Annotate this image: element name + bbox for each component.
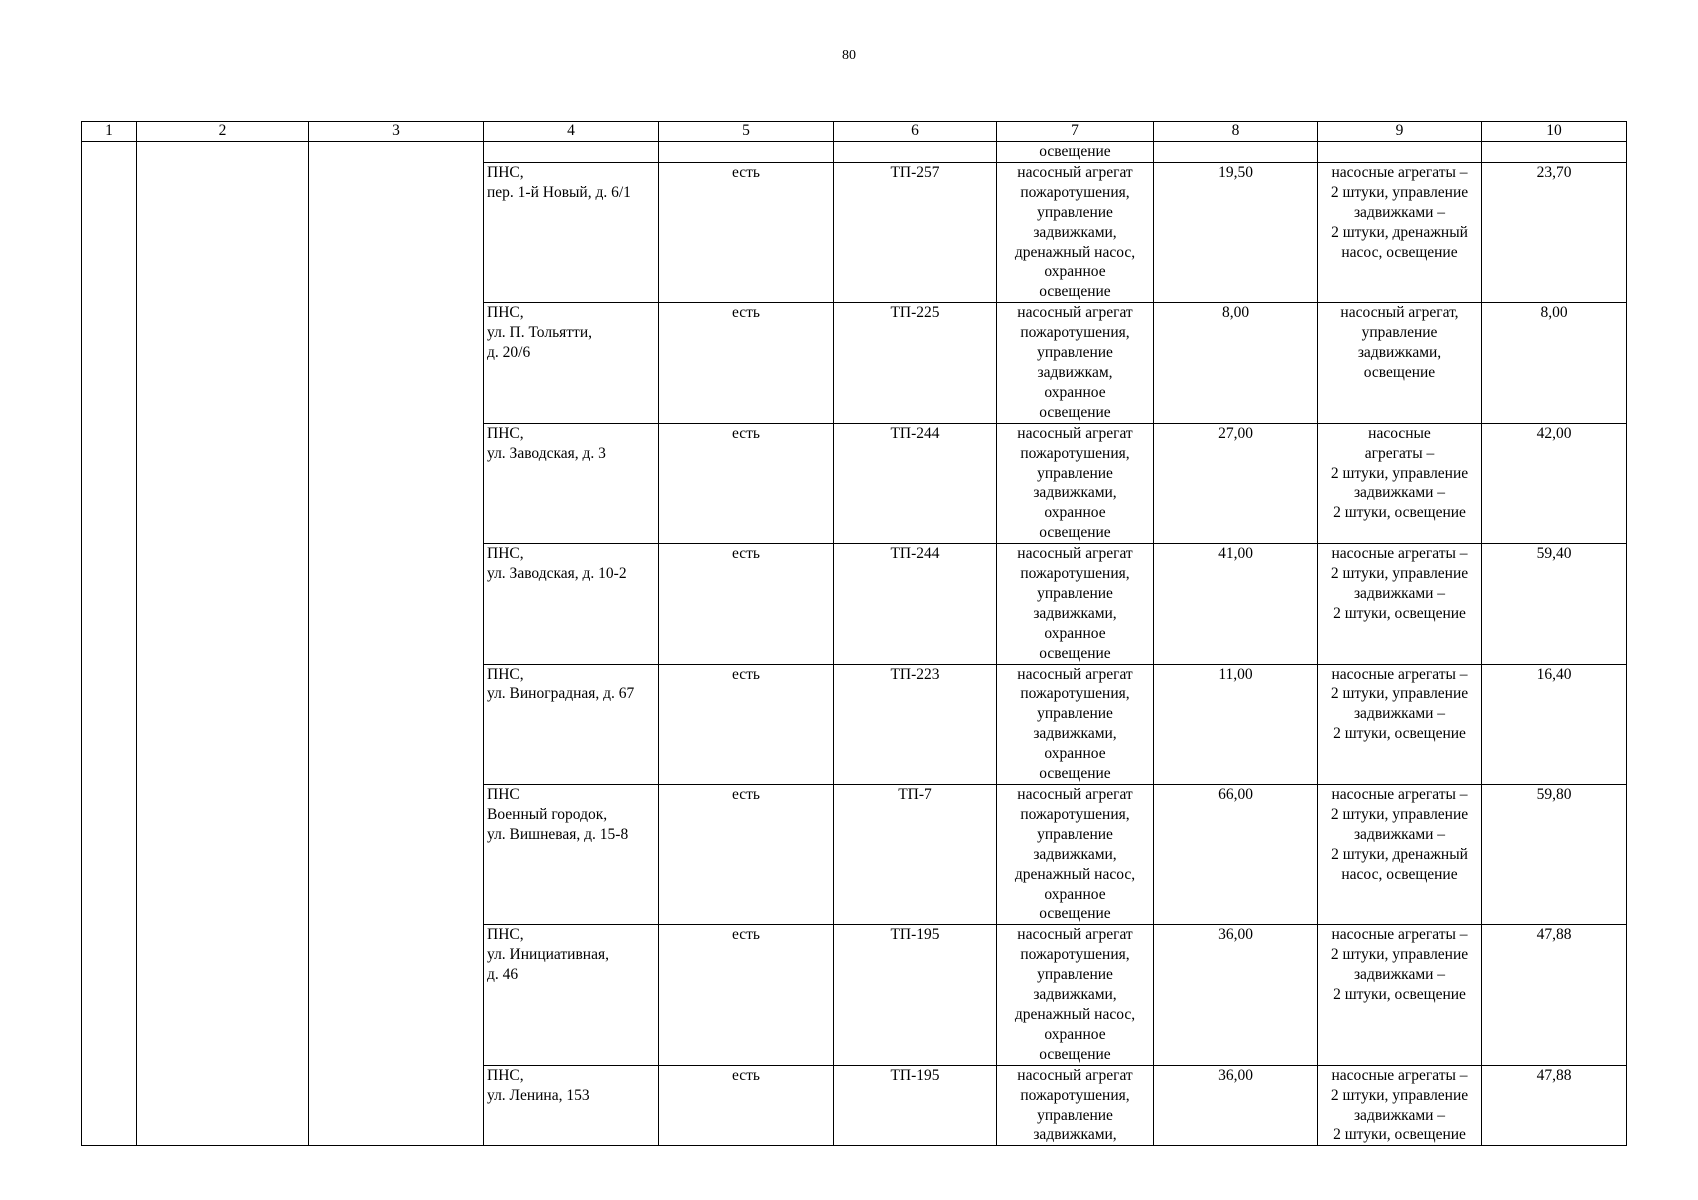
availability-cell: есть [659, 423, 834, 543]
power-cell: 36,00 [1154, 1065, 1318, 1146]
column-header-3: 3 [309, 122, 484, 142]
equipment-after-cell: насосные агрегаты – 2 штуки, управление задвижками – 2 штуки, освещение [1318, 925, 1482, 1065]
equipment-cell: насосный агрегат пожаротушения, управление задвижками, дренажный насос, охранное освещение [997, 785, 1154, 925]
availability-cell: есть [659, 1065, 834, 1146]
availability-cell: есть [659, 785, 834, 925]
equipment-after-cell: насосные агрегаты – 2 штуки, управление задвижками – 2 штуки, освещение [1318, 423, 1482, 543]
power-cell: 66,00 [1154, 785, 1318, 925]
facility-name-cell: ПНС, ул. Инициативная, д. 46 [484, 925, 659, 1065]
power-after-cell: 23,70 [1482, 162, 1627, 302]
equipment-table [81, 121, 1627, 1146]
substation-cell: ТП-195 [834, 1065, 997, 1146]
page-number: 80 [842, 48, 856, 63]
power-after-cell: 59,40 [1482, 544, 1627, 664]
merged-cell-col2 [137, 142, 309, 1146]
power-cell: 19,50 [1154, 162, 1318, 302]
equipment-after-cell: насосные агрегаты – 2 штуки, управление задвижками – 2 штуки, освещение [1318, 664, 1482, 784]
continuation-cell-col5 [659, 142, 834, 163]
column-header-8: 8 [1154, 122, 1318, 142]
power-cell: 11,00 [1154, 664, 1318, 784]
power-after-cell: 47,88 [1482, 925, 1627, 1065]
substation-cell: ТП-7 [834, 785, 997, 925]
equipment-after-cell: насосные агрегаты – 2 штуки, управление задвижками – 2 штуки, освещение [1318, 1065, 1482, 1146]
continuation-cell-col6 [834, 142, 997, 163]
substation-cell: ТП-195 [834, 925, 997, 1065]
equipment-cell: насосный агрегат пожаротушения, управление задвижками, дренажный насос, охранное освещение [997, 925, 1154, 1065]
substation-cell: ТП-244 [834, 423, 997, 543]
power-after-cell: 47,88 [1482, 1065, 1627, 1146]
continuation-cell-col8 [1154, 142, 1318, 163]
power-cell: 27,00 [1154, 423, 1318, 543]
column-header-2: 2 [137, 122, 309, 142]
equipment-cell: насосный агрегат пожаротушения, управление задвижками, охранное освещение [997, 544, 1154, 664]
substation-cell: ТП-244 [834, 544, 997, 664]
continuation-row [82, 142, 1627, 163]
facility-name-cell: ПНС Военный городок, ул. Вишневая, д. 15-8 [484, 785, 659, 925]
availability-cell: есть [659, 303, 834, 423]
availability-cell: есть [659, 664, 834, 784]
substation-cell: ТП-223 [834, 664, 997, 784]
equipment-after-cell: насосный агрегат, управление задвижками, освещение [1318, 303, 1482, 423]
power-cell: 41,00 [1154, 544, 1318, 664]
availability-cell: есть [659, 925, 834, 1065]
availability-cell: есть [659, 544, 834, 664]
substation-cell: ТП-257 [834, 162, 997, 302]
equipment-after-cell: насосные агрегаты – 2 штуки, управление задвижками – 2 штуки, дренажный насос, освещение [1318, 162, 1482, 302]
continuation-cell-col7: освещение [997, 142, 1154, 163]
facility-name-cell: ПНС, ул. П. Тольятти, д. 20/6 [484, 303, 659, 423]
equipment-cell: насосный агрегат пожаротушения, управление задвижками, охранное освещение [997, 664, 1154, 784]
power-cell: 36,00 [1154, 925, 1318, 1065]
power-cell: 8,00 [1154, 303, 1318, 423]
column-number-row [82, 122, 1627, 142]
merged-cell-col1 [82, 142, 137, 1146]
column-header-4: 4 [484, 122, 659, 142]
column-header-5: 5 [659, 122, 834, 142]
column-header-7: 7 [997, 122, 1154, 142]
equipment-cell: насосный агрегат пожаротушения, управление задвижкам, охранное освещение [997, 303, 1154, 423]
continuation-cell-col9 [1318, 142, 1482, 163]
equipment-cell: насосный агрегат пожаротушения, управление задвижками, охранное освещение [997, 423, 1154, 543]
availability-cell: есть [659, 162, 834, 302]
merged-cell-col3 [309, 142, 484, 1146]
equipment-cell: насосный агрегат пожаротушения, управление задвижками, [997, 1065, 1154, 1146]
equipment-cell: насосный агрегат пожаротушения, управление задвижками, дренажный насос, охранное освещение [997, 162, 1154, 302]
column-header-9: 9 [1318, 122, 1482, 142]
power-after-cell: 8,00 [1482, 303, 1627, 423]
power-after-cell: 42,00 [1482, 423, 1627, 543]
facility-name-cell: ПНС, ул. Заводская, д. 10-2 [484, 544, 659, 664]
table-body [82, 122, 1627, 1146]
column-header-6: 6 [834, 122, 997, 142]
power-after-cell: 16,40 [1482, 664, 1627, 784]
substation-cell: ТП-225 [834, 303, 997, 423]
equipment-after-cell: насосные агрегаты – 2 штуки, управление задвижками – 2 штуки, освещение [1318, 544, 1482, 664]
column-header-1: 1 [82, 122, 137, 142]
continuation-cell-col10 [1482, 142, 1627, 163]
equipment-after-cell: насосные агрегаты – 2 штуки, управление задвижками – 2 штуки, дренажный насос, освещение [1318, 785, 1482, 925]
facility-name-cell: ПНС, ул. Виноградная, д. 67 [484, 664, 659, 784]
power-after-cell: 59,80 [1482, 785, 1627, 925]
facility-name-cell: ПНС, ул. Заводская, д. 3 [484, 423, 659, 543]
column-header-10: 10 [1482, 122, 1627, 142]
continuation-cell-col4 [484, 142, 659, 163]
facility-name-cell: ПНС, ул. Ленина, 153 [484, 1065, 659, 1146]
facility-name-cell: ПНС, пер. 1-й Новый, д. 6/1 [484, 162, 659, 302]
